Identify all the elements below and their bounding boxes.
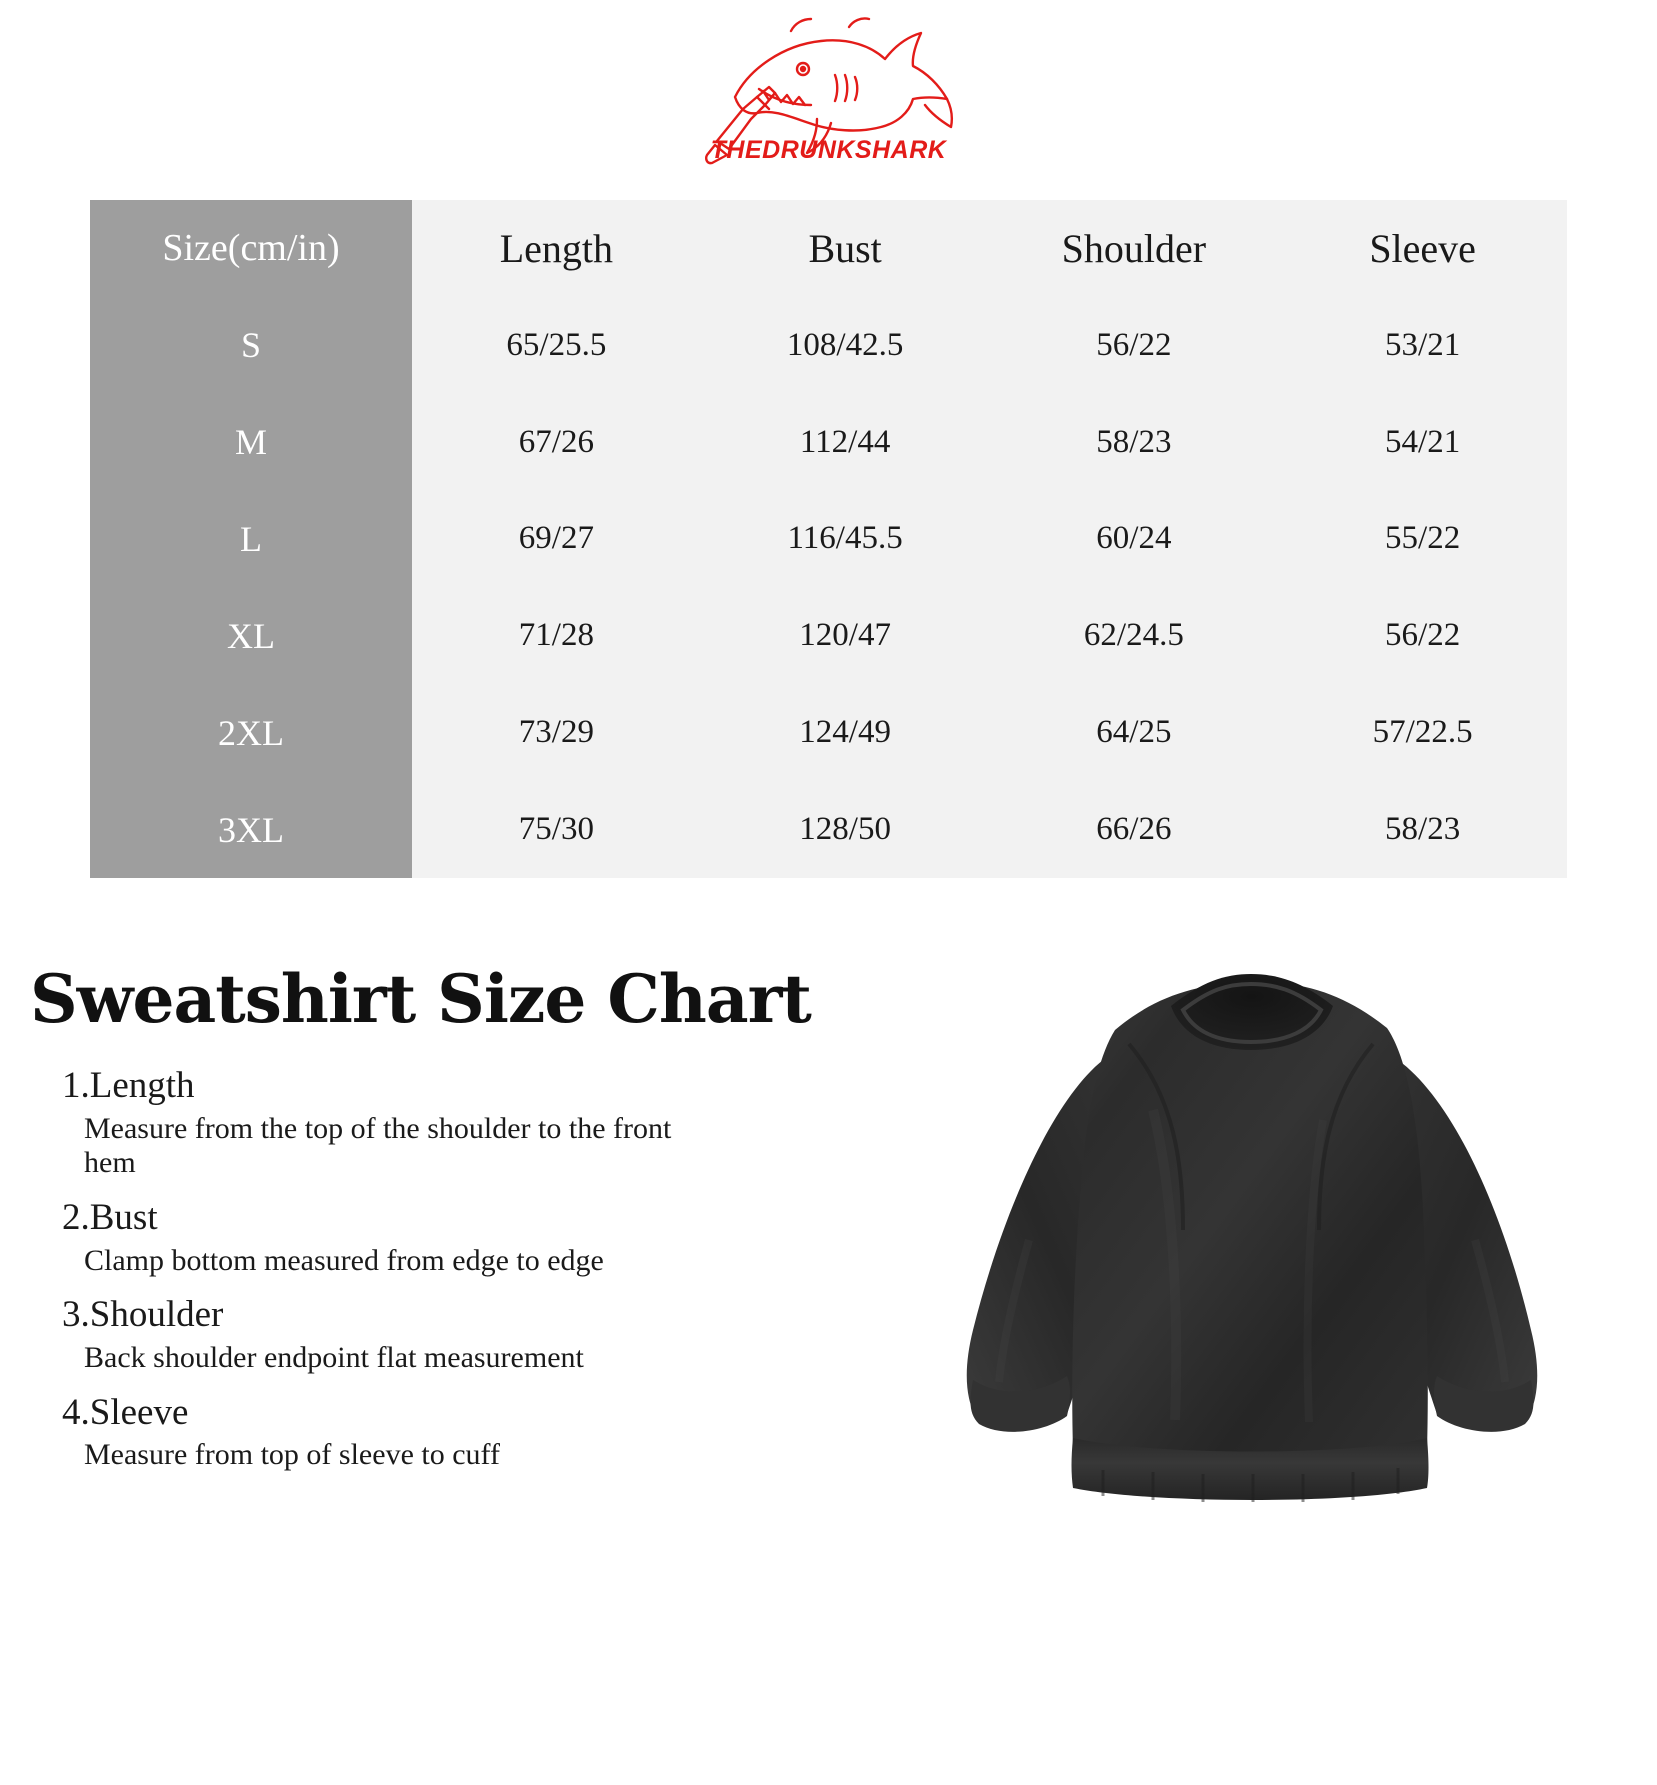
table-row [90, 684, 1567, 781]
step-description: Clamp bottom measured from edge to edge [84, 1243, 604, 1277]
table-row [90, 297, 1567, 394]
cell-sleeve: 56/22 [1385, 617, 1461, 654]
cell-length: 67/26 [518, 423, 594, 460]
step-label: 2.Bust [62, 1197, 158, 1239]
table-row [90, 781, 1567, 878]
cell-bust: 124/49 [799, 714, 891, 751]
column-header-bust: Bust [808, 225, 882, 271]
list-item [62, 1197, 782, 1278]
cell-length: 69/27 [518, 520, 594, 557]
step-label: 3.Shoulder [62, 1294, 224, 1336]
product-image [853, 910, 1643, 1570]
cell-length: 75/30 [518, 811, 594, 848]
cell-bust: 120/47 [799, 617, 891, 654]
cell-length: 71/28 [518, 617, 594, 654]
list-item [62, 1294, 782, 1375]
measurement-steps [62, 1065, 782, 1489]
cell-shoulder: 62/24.5 [1083, 617, 1184, 654]
column-header-size: Size(cm/in) [90, 200, 412, 297]
cell-bust: 128/50 [799, 811, 891, 848]
table-row [90, 587, 1567, 684]
cell-size: M [90, 394, 412, 491]
cell-sleeve: 53/21 [1385, 326, 1461, 363]
column-header-sleeve: Sleeve [1369, 225, 1476, 271]
cell-sleeve: 55/22 [1385, 520, 1461, 557]
cell-bust: 116/45.5 [787, 520, 903, 557]
cell-shoulder: 66/26 [1096, 811, 1172, 848]
black-washed-crewneck-sweatshirt-illustration [853, 910, 1643, 1570]
cell-length: 73/29 [518, 714, 594, 751]
cell-shoulder: 64/25 [1096, 714, 1172, 751]
cell-shoulder: 60/24 [1096, 520, 1172, 557]
brand-name: THEDRUNKSHARK [710, 136, 947, 164]
cell-shoulder: 56/22 [1096, 326, 1172, 363]
size-chart-table [90, 200, 1567, 878]
cell-sleeve: 57/22.5 [1372, 714, 1473, 751]
table-row [90, 491, 1567, 588]
column-header-shoulder: Shoulder [1061, 225, 1207, 271]
cell-size: S [90, 297, 412, 394]
cell-size: XL [90, 587, 412, 684]
cell-bust: 112/44 [799, 423, 891, 460]
column-header-length: Length [499, 225, 614, 271]
step-description: Measure from top of sleeve to cuff [84, 1438, 500, 1472]
cell-sleeve: 54/21 [1385, 423, 1461, 460]
step-label: 4.Sleeve [62, 1391, 189, 1433]
cell-size: 3XL [90, 781, 412, 878]
cell-bust: 108/42.5 [786, 326, 904, 363]
page-title: Sweatshirt Size Chart [30, 960, 811, 1038]
brand-logo [0, 8, 1657, 178]
list-item [62, 1065, 782, 1181]
cell-sleeve: 58/23 [1385, 811, 1461, 848]
table-row [90, 394, 1567, 491]
measurement-guide-section [0, 900, 1657, 1785]
cell-size: 2XL [90, 684, 412, 781]
step-label: 1.Length [62, 1065, 195, 1106]
step-description: Back shoulder endpoint flat measurement [84, 1341, 584, 1375]
cell-size: L [90, 491, 412, 588]
list-item [62, 1392, 782, 1473]
step-description: Measure from the top of the shoulder to the front hem [84, 1111, 672, 1180]
table-header-row [90, 200, 1567, 297]
cell-length: 65/25.5 [506, 326, 607, 363]
cell-shoulder: 58/23 [1096, 423, 1172, 460]
